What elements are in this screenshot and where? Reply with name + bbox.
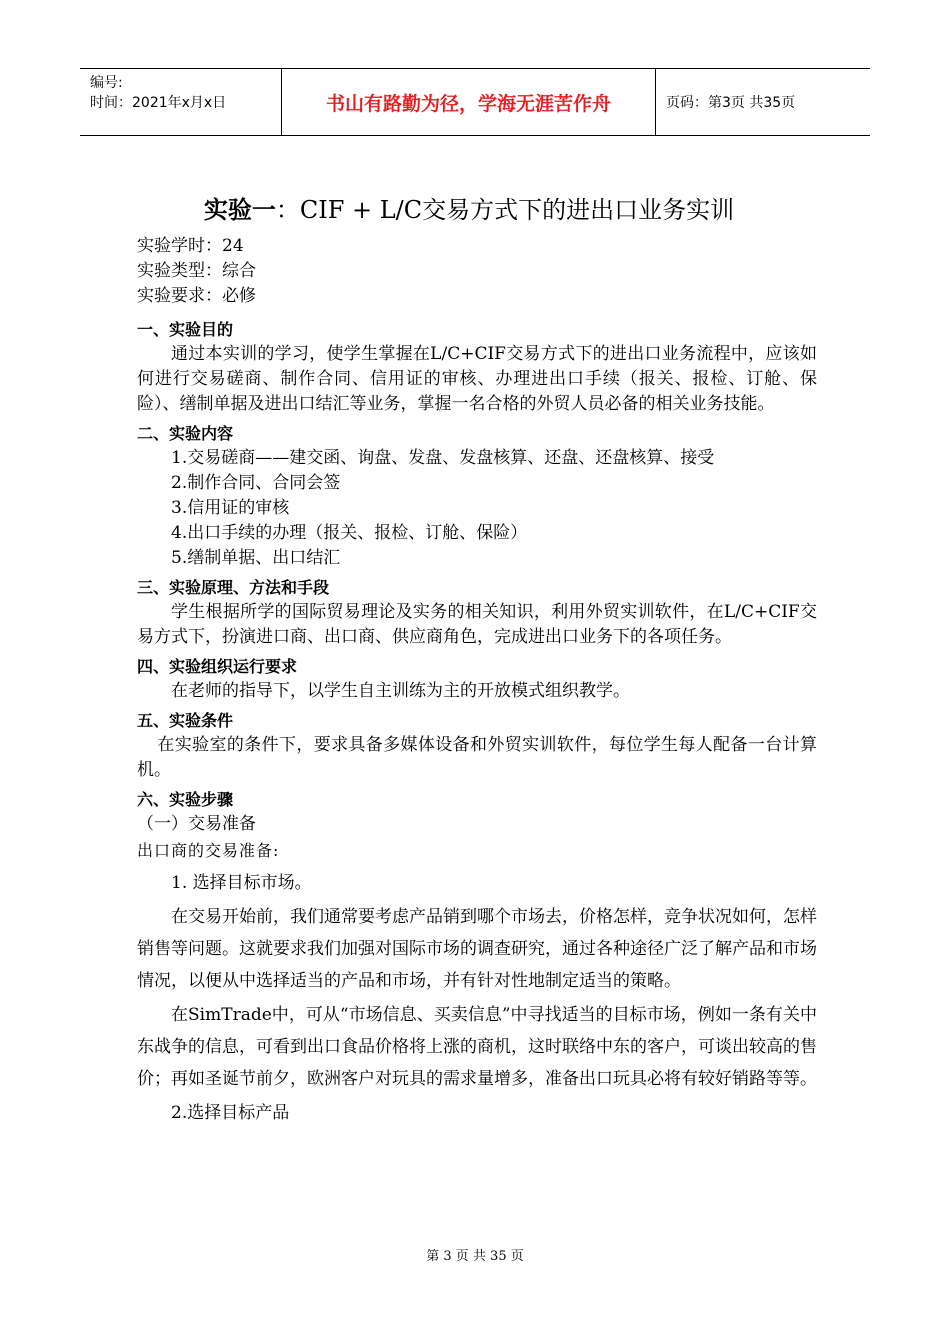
section-heading: 二、实验内容 [137,424,234,443]
meta-type: 实验类型：综合 [137,261,256,281]
section-heading: 五、实验条件 [137,711,234,730]
section-paragraph: 在老师的指导下，以学生自主训练为主的开放模式组织教学。 [171,681,630,701]
section-heading: 一、实验目的 [137,320,234,339]
section-heading: 三、实验原理、方法和手段 [137,578,330,597]
list-item: 4.出口手续的办理（报关、报检、订舱、保险） [171,523,528,543]
list-item: 2.制作合同、合同会签 [171,473,341,493]
list-item: 3.信用证的审核 [171,498,290,518]
meta-hours: 实验学时：24 [137,236,244,256]
section-heading: 四、实验组织运行要求 [137,657,298,676]
title-bold: 实验一 [203,195,276,224]
subsection-heading: （一）交易准备 [137,814,256,834]
page-footer: 第 3 页 共 35 页 [426,1249,524,1264]
motto: 书山有路勤为径，学海无涯苦作舟 [282,69,656,135]
step-heading: 1. 选择目标市场。 [171,873,312,893]
section-paragraph: 在实验室的条件下，要求具备多媒体设备和外贸实训软件，每位学生每人配备一台计算机。 [137,735,817,780]
list-item: 5.缮制单据、出口结汇 [171,548,341,568]
page-label: 页码：第3页 共35页 [666,95,796,111]
number-label: 编号: [90,75,123,91]
document-body [137,190,817,1129]
header-left-cell [80,69,282,135]
title-rest: ：CIF + L/C交易方式下的进出口业务实训 [275,196,735,224]
list-item: 1.交易磋商——建交函、询盘、发盘、发盘核算、还盘、还盘核算、接受 [171,448,715,468]
section-paragraph: 通过本实训的学习，使学生掌握在L/C+CIF交易方式下的进出口业务流程中，应该如何进行交易磋商、制作合同、信用证的审核、办理进出口手续（报关、报检、订舱、保险）、缮制单据及进出口结汇等业务，掌握一名合格的外贸人员必备的相关业务技能。 [137,344,817,414]
step-paragraph: 在SimTrade中，可从“市场信息、买卖信息”中寻找适当的目标市场，例如一条有关中东战争的信息，可看到出口食品价格将上涨的商机，这时联络中东的客户，可谈出较高的售价；再如圣诞节前夕，欧洲客户对玩具的需求量增多，准备出口玩具必将有较好销路等等。 [137,1005,817,1089]
page-header [80,68,870,136]
step-heading: 2.选择目标产品 [171,1103,290,1123]
step-paragraph: 在交易开始前，我们通常要考虑产品销到哪个市场去，价格怎样，竞争状况如何，怎样销售等问题。这就要求我们加强对国际市场的调查研究，通过各种途径广泛了解产品和市场情况，以便从中选择适当的产品和市场，并有针对性地制定适当的策略。 [137,907,817,991]
page-title [129,190,809,230]
section-paragraph: 学生根据所学的国际贸易理论及实务的相关知识，利用外贸实训软件，在L/C+CIF交易方式下，扮演进口商、出口商、供应商角色，完成进出口业务下的各项任务。 [137,602,817,647]
exporter-heading: 出口商的交易准备: [137,841,280,860]
date-label: 时间：2021年x月x日 [90,95,227,111]
section-heading: 六、实验步骤 [137,790,234,809]
meta-requirement: 实验要求：必修 [137,286,256,306]
